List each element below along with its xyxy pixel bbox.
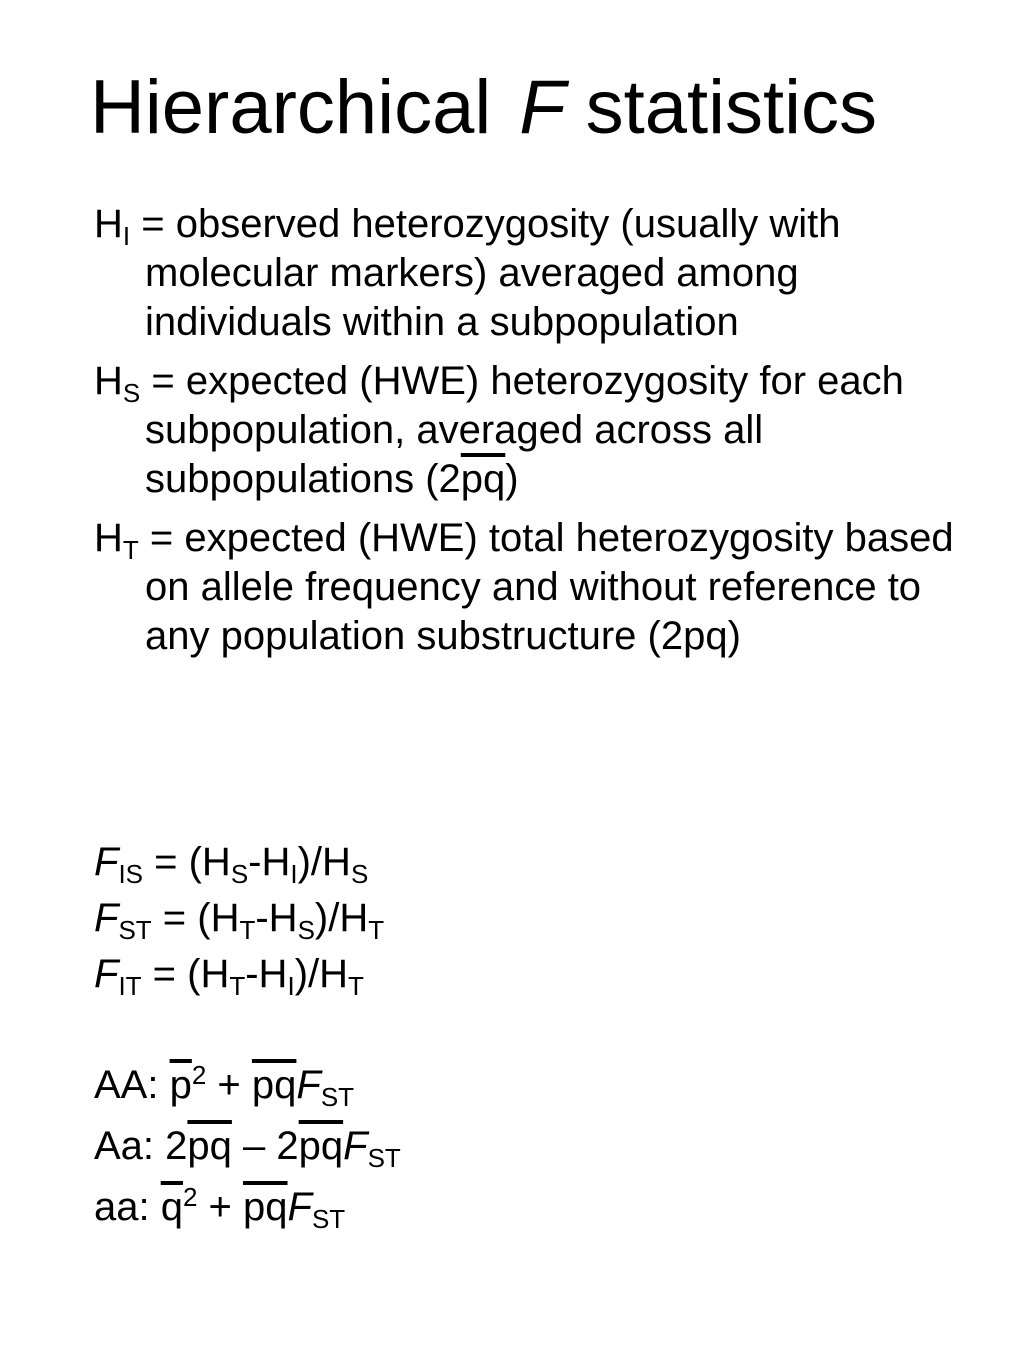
formula-subscript: I (290, 859, 298, 889)
genotype-label: Aa: (94, 1124, 166, 1168)
formula-f-subscript: IT (118, 971, 142, 1001)
definition-symbol: H (94, 202, 123, 246)
formula-subscript: T (229, 971, 246, 1001)
genotype-label: aa: (94, 1185, 161, 1229)
definition-text-end: ) (505, 457, 519, 501)
title-prefix: Hierarchical (90, 65, 492, 150)
genotype-coefficient: 2 (276, 1124, 299, 1168)
genotype-base: $\overline{pq}$ (187, 1124, 232, 1168)
genotype-aa-homozygous-recessive (94, 1177, 401, 1238)
formula-subscript: T (239, 915, 256, 945)
formula-fit (94, 946, 384, 1002)
genotype-f-subscript: ST (320, 1082, 355, 1112)
definition-text: = expected (HWE) total heterozygosity based on allele frequency and without reference to any population substructure (2pq) (145, 516, 954, 658)
formula-fis (94, 834, 384, 890)
definition-hs (94, 357, 974, 504)
genotype-operator: – (231, 1124, 277, 1168)
genotype-coefficient: 2 (165, 1124, 188, 1168)
genotype-pq: $\overline{pq}$ (298, 1124, 344, 1168)
formula-text: )/H (297, 840, 351, 884)
formula-subscript: T (368, 915, 385, 945)
formula-fst (94, 890, 384, 946)
formula-text: -H (255, 896, 298, 940)
formula-text: = (H (143, 840, 231, 884)
slide-title (90, 66, 877, 150)
formula-f-subscript: ST (118, 915, 152, 945)
definition-text: = expected (HWE) heterozygosity for each subpopulation, averaged across all subpopulations (2 (145, 359, 904, 501)
genotype-exponent: 2 (191, 1060, 207, 1090)
formula-text: )/H (314, 896, 369, 940)
genotype-operator: + (206, 1063, 252, 1107)
genotype-frequencies (94, 1055, 401, 1238)
genotype-pq: $\overline{pq}$ (251, 1063, 297, 1107)
formula-f-subscript: IS (118, 859, 144, 889)
genotype-aa-homozygous-dominant (94, 1055, 401, 1116)
definition-ht (94, 514, 974, 661)
genotype-f: F (287, 1185, 312, 1229)
formula-text: = (H (151, 896, 240, 940)
formula-subscript: S (297, 915, 315, 945)
formula-text: -H (245, 952, 288, 996)
definition-overline-pq: $\overline{pq}$ (460, 457, 506, 501)
genotype-aa-heterozygous (94, 1116, 401, 1177)
title-suffix: statistics (585, 65, 878, 150)
genotype-base: $\overline{q}$ (160, 1185, 183, 1229)
formula-f: F (94, 840, 119, 884)
genotype-exponent: 2 (182, 1182, 198, 1212)
formula-f: F (94, 896, 119, 940)
genotype-pq: $\overline{pq}$ (243, 1185, 288, 1229)
formula-subscript: S (230, 859, 249, 889)
formula-text: -H (248, 840, 291, 884)
genotype-label: AA: (94, 1063, 170, 1107)
genotype-f-subscript: ST (367, 1143, 401, 1173)
definition-text: = observed heterozygosity (usually with molecular markers) averaged among individuals within a subpopulation (141, 202, 841, 344)
formula-subscript: S (350, 859, 369, 889)
title-italic-f: F (519, 65, 566, 150)
genotype-f: F (343, 1124, 368, 1168)
definition-subscript: I (122, 221, 131, 251)
definition-subscript: T (122, 535, 139, 565)
f-statistics-formulas (94, 834, 384, 1002)
definition-subscript: S (122, 378, 141, 408)
genotype-operator: + (197, 1185, 244, 1229)
definitions-list (94, 200, 974, 671)
definition-symbol: H (94, 359, 123, 403)
formula-subscript: T (348, 971, 364, 1001)
formula-f: F (94, 952, 119, 996)
definition-hi (94, 200, 974, 347)
formula-subscript: I (287, 971, 295, 1001)
genotype-base: $\overline{p}$ (169, 1063, 192, 1107)
genotype-f: F (296, 1063, 321, 1107)
definition-symbol: H (94, 516, 123, 560)
formula-text: )/H (294, 952, 349, 996)
genotype-f-subscript: ST (311, 1204, 346, 1234)
formula-text: = (H (141, 952, 230, 996)
